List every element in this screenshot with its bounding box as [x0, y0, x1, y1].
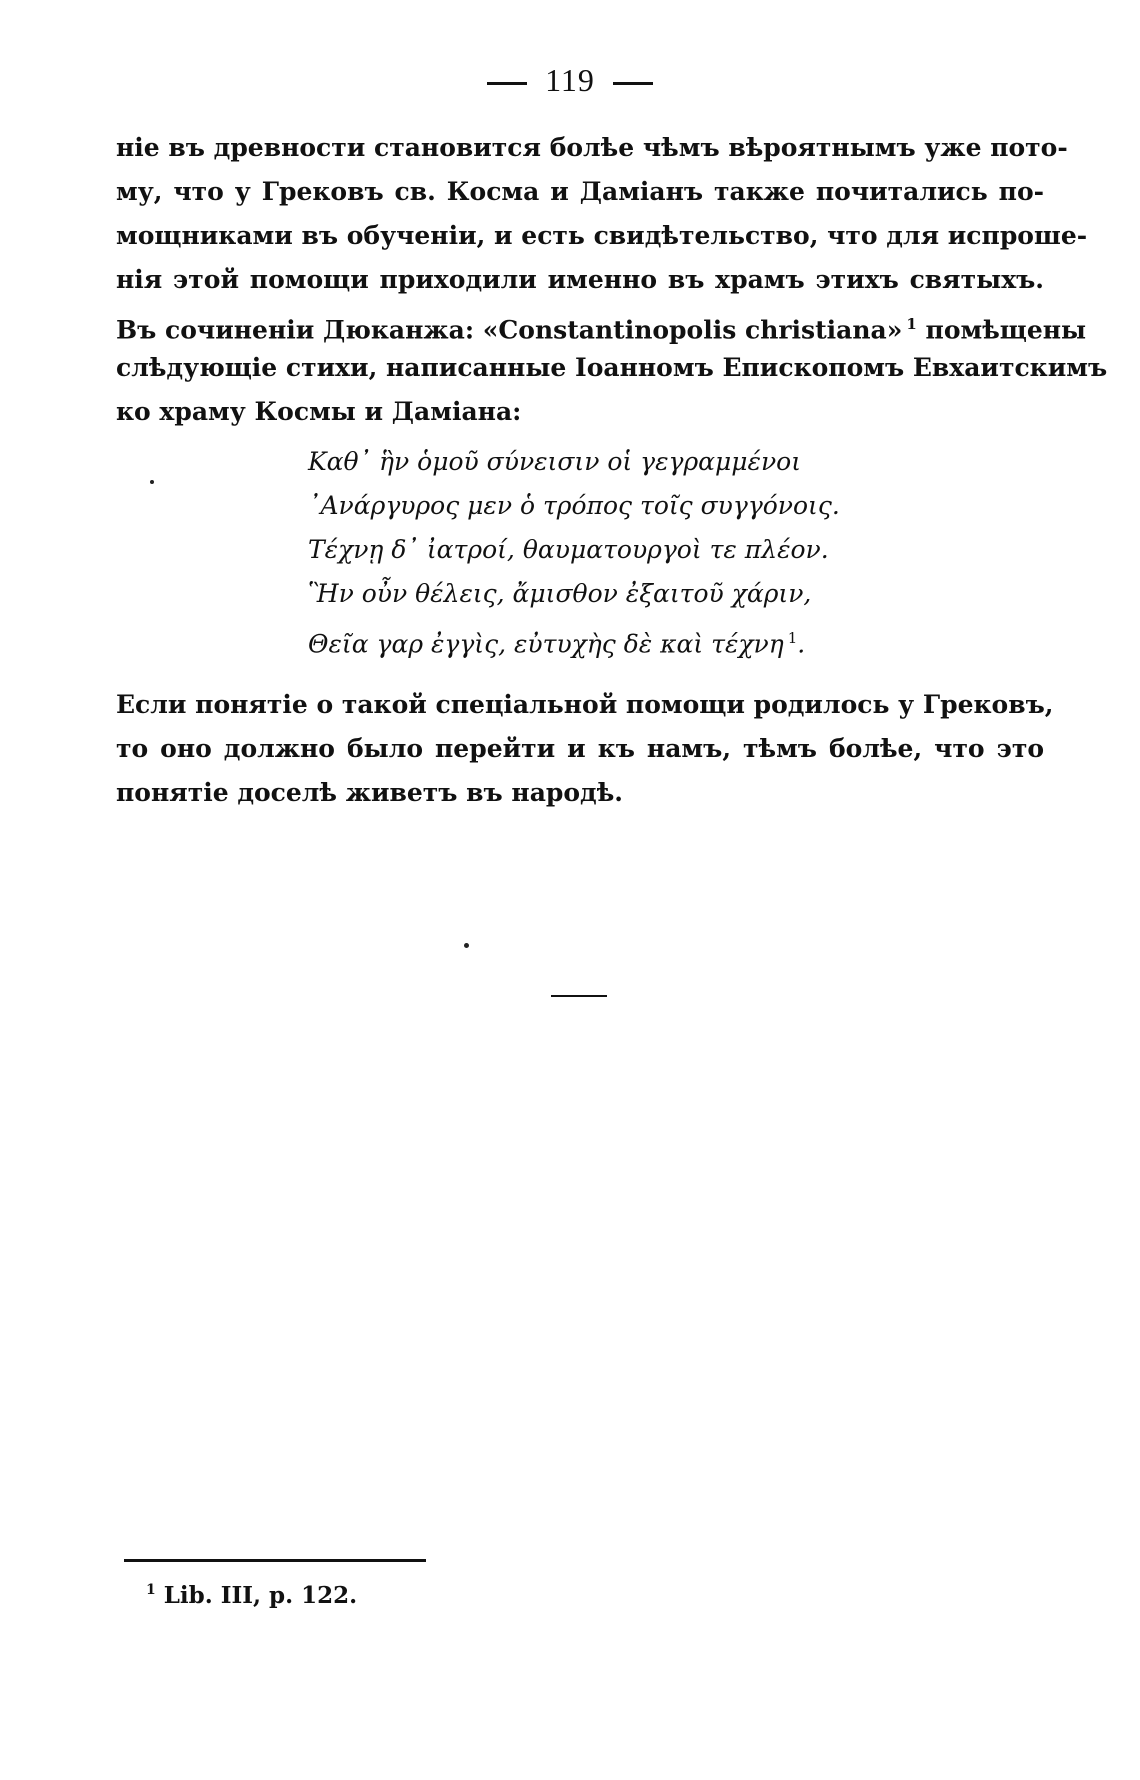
section-divider: [551, 995, 607, 997]
paragraph-1-line: му, что у Грековъ св. Косма и Даміанъ также почитались по-: [116, 177, 1044, 206]
ink-speck: [464, 943, 469, 948]
paragraph-1-line: нія этой помощи приходили именно въ храмъ этихъ святыхъ.: [116, 265, 1044, 294]
footnote-reference: 1: [787, 629, 798, 647]
verse-line: ᾿Ανάργυρος μεν ὁ τρόπος τοῖς συγγόνοις.: [308, 491, 840, 520]
verse-line: Τέχνῃ δ᾽ ἰατροί, θαυματουργοὶ τε πλέον.: [308, 535, 829, 564]
page-number-right-dash: [613, 82, 653, 85]
paragraph-1-line: ніе въ древности становится болѣе чѣмъ вѣроятнымъ уже пото-: [116, 133, 1068, 162]
paragraph-1: [116, 126, 1108, 434]
page-number-value: 119: [545, 62, 595, 98]
paragraph-1-line: слѣдующіе стихи, написанные Іоанномъ Епископомъ Евхаитскимъ: [116, 353, 1108, 382]
verse-line: Καθ᾽ ἣν ὁμοῦ σύνεισιν οἱ γεγραμμένοι: [308, 447, 802, 476]
paragraph-1-line: ко храму Космы и Даміана:: [116, 397, 522, 426]
verse-line-with-footnote: Θεῖα γαρ ἐγγὶς, εὐτυχὴς δὲ καὶ τέχνη $^1$.: [308, 629, 806, 659]
paragraph-2-line: Если понятіе о такой спеціальной помощи родилось у Грековъ,: [116, 690, 1054, 719]
paragraph-1-line-text: Въ сочиненіи Дюканжа: «Constantinopolis christiana»: [116, 315, 903, 345]
paragraph-2-line: понятіе доселѣ живетъ въ народѣ.: [116, 778, 623, 807]
footnote-marker: 1: [146, 1582, 156, 1599]
paragraph-1-line: мощниками въ обученіи, и есть свидѣтельство, что для испроше-: [116, 221, 1088, 250]
footnote: [146, 1582, 357, 1609]
paragraph-1-line-with-footnote: [116, 302, 1087, 346]
page-number-left-dash: [487, 82, 527, 85]
paragraph-2: [116, 683, 1054, 815]
verse-line: Ἣν οὖν θέλεις, ἄμισθον ἐξαιτοῦ χάριν,: [308, 579, 812, 608]
ink-speck: [150, 480, 154, 484]
footnote-text: Lib. III, p. 122.: [163, 1582, 358, 1609]
page-number: [0, 62, 1140, 99]
verse-line-text: Θεῖα γαρ ἐγγὶς, εὐτυχὴς δὲ καὶ τέχνη: [308, 629, 784, 659]
paragraph-1-line-tail: помѣщены: [925, 315, 1087, 345]
footnote-reference: 1: [906, 315, 917, 333]
greek-verse: [308, 440, 908, 660]
paragraph-2-line: то оно должно было перейти и къ намъ, тѣмъ болѣе, что это: [116, 734, 1044, 763]
footnote-divider: [124, 1559, 426, 1562]
